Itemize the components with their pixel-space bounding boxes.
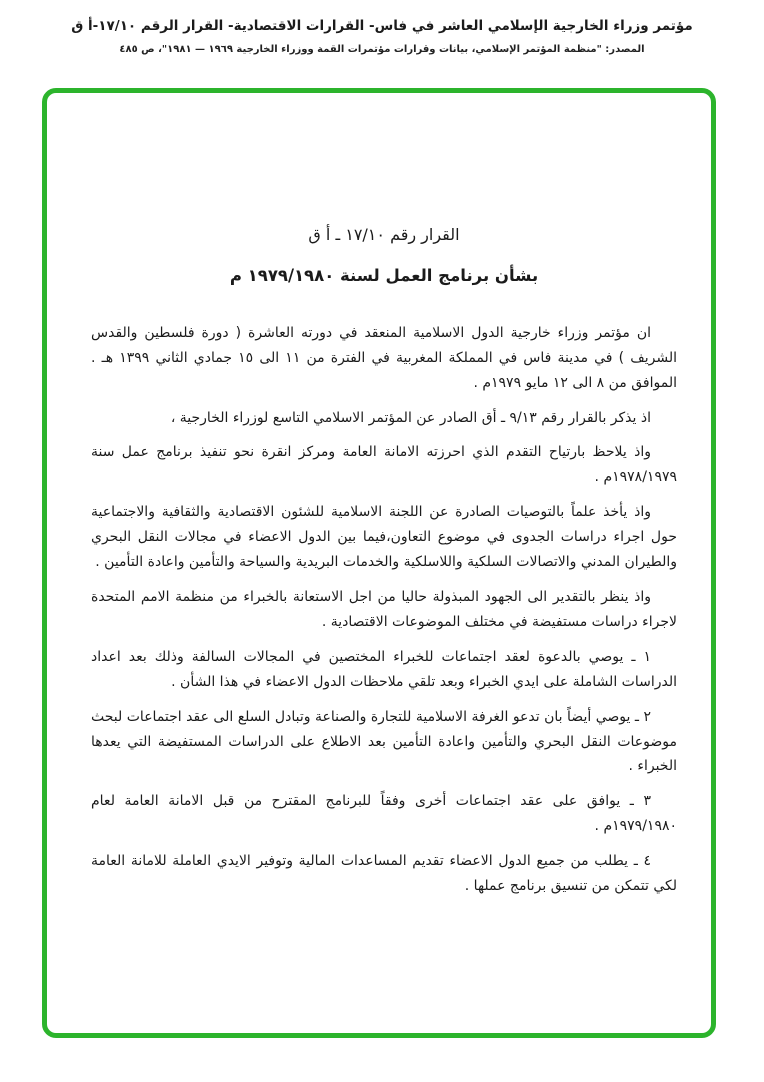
paragraph-appreciates: واذ ينظر بالتقدير الى الجهود المبذولة حاليا من اجل الاستعانة بالخبراء من منظمة الامم المتحدة لاجراء دراسات مستفيضة في مختلف الموضوعات الاقتصادية .	[91, 588, 677, 630]
resolution-number-title: القرار رقم ١٧/١٠ ـ أ ق	[308, 225, 460, 244]
paragraph-item-1: ١ ـ يوصي بالدعوة لعقد اجتماعات للخبراء المختصين في المجالات السالفة وذلك بعد اعداد الدراسات الشاملة على ايدي الخبراء وبعد تلقي ملاحظات الدول الاعضاء في هذا الشأن .	[91, 648, 677, 690]
document-frame	[42, 88, 716, 1038]
paragraph-takes-note: واذ يأخذ علماً بالتوصيات الصادرة عن اللجنة الاسلامية للشئون الاقتصادية والثقافية والاجتماعية حول اجراء دراسات الجدوى في موضوع التعاون،فيما بين الدول الاعضاء في مجالات النقل البحري والطيران المدني والاتصالات السلكية واللاسلكية والخدمات البريدية والسياحة والتأمين واعادة التأمين .	[91, 504, 677, 571]
paragraph-item-2: ٢ ـ يوصي أيضاً بان تدعو الغرفة الاسلامية للتجارة والصناعة وتبادل السلع الى عقد اجتماعات لبحث موضوعات النقل البحري والتأمين واعادة التأمين بعد الاطلاع على الدراسات المستفيضة التي يعدها الخبراء .	[91, 708, 677, 775]
resolution-subject-title: بشأن برنامج العمل لسنة ١٩٧٩/١٩٨٠ م	[229, 266, 539, 286]
paragraph-item-4: ٤ ـ يطلب من جميع الدول الاعضاء تقديم المساعدات المالية وتوفير الايدي العاملة للامانة العامة لكي تتمكن من تنسيق برنامج عملها .	[91, 853, 677, 895]
document-header	[0, 0, 764, 55]
paragraph-notes-progress: واذ يلاحظ بارتياح التقدم الذي احرزته الامانة العامة ومركز انقرة نحو تنفيذ برنامج عمل سنة ١٩٧٨/١٩٧٩م .	[91, 444, 677, 486]
paragraph-item-3: ٣ ـ يوافق على عقد اجتماعات أخرى وفقاً للبرنامج المقترح من قبل الامانة العامة لعام ١٩٧٩/١٩٨٠م .	[91, 793, 677, 835]
header-source: المصدر: "منظمة المؤتمر الإسلامي، بيانات وقرارات مؤتمرات القمة ووزراء الخارجية ١٩٦٩ — ١٩٨١"، ص ٤٨٥	[119, 44, 645, 55]
paragraph-recalls: اذ يذكر بالقرار رقم ٩/١٣ ـ أق الصادر عن المؤتمر الاسلامي التاسع لوزراء الخارجية ،	[170, 409, 651, 426]
header-title: مؤتمر وزراء الخارجية الإسلامي العاشر في فاس- القرارات الاقتصادية- القرار الرقم ١٧/١٠-أ ق	[71, 18, 693, 34]
document-content	[47, 93, 711, 899]
paragraph-preamble: ان مؤتمر وزراء خارجية الدول الاسلامية المنعقد في دورته العاشرة ( دورة فلسطين والقدس الشريف ) في مدينة فاس في المملكة المغربية في الفترة من ١١ الى ١٥ جمادي الثاني ١٣٩٩ هـ . الموافق من ٨ الى ١٢ مايو ١٩٧٩م .	[91, 324, 677, 391]
